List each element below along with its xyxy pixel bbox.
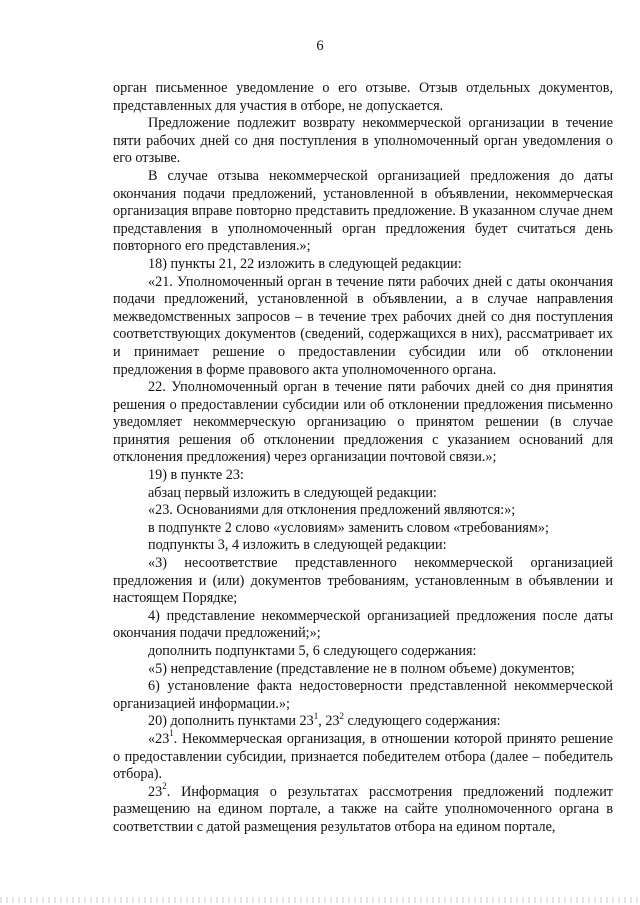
- paragraph: подпункты 3, 4 изложить в следующей редакции:: [148, 537, 447, 554]
- document-body: [113, 80, 613, 837]
- paragraph: 6) установление факта недостоверности представленной некоммерческой организацией информации.»;: [113, 678, 613, 712]
- paragraph: «21. Уполномоченный орган в течение пяти рабочих дней с даты окончания подачи предложений, установленной в объявлении, а в случае направления межведомственных запросов – в течение трех рабочих дней со дня поступления соответствующих документов (сведений, содержащихся в них), рассматривает их и принимает решение о предоставлении субсидии или об отклонении предложения в форме правового акта уполномоченного органа.: [113, 273, 613, 378]
- scan-edge-artifact: [0, 897, 640, 903]
- paragraph: 4) представление некоммерческой организацией предложения после даты окончания подачи предложений;»;: [113, 607, 613, 642]
- paragraph: 22. Уполномоченный орган в течение пяти рабочих дней со дня принятия решения о предоставлении субсидии или об отклонении предложения письменно уведомляет некоммерческую организацию о принятом решении (в случае принятия решения об отклонении предложения с указанием оснований для отклонения предложения) через организации почтовой связи.»;: [113, 379, 613, 466]
- paragraph-23-2: $23^2$. Информация о результатах рассмотрения предложений подлежит размещению на едином портале, а также на сайте уполномоченного органа в соответствии с датой размещения результатов отбора на едином портале,: [113, 781, 613, 835]
- paragraph: в подпункте 2 слово «условиям» заменить словом «требованиям»;: [148, 519, 549, 536]
- paragraph: дополнить подпунктами 5, 6 следующего содержания:: [148, 643, 477, 659]
- paragraph-20: 20) дополнить пунктами $23^1$, $23^2$ следующего содержания:: [148, 710, 501, 730]
- paragraph: 18) пункты 21, 22 изложить в следующей редакции:: [148, 255, 462, 272]
- paragraph: «3) несоответствие представленного некоммерческой организацией предложения и (или) документов требованиям, установленным в объявлении и настоящем Порядке;: [113, 555, 613, 607]
- paragraph: Предложение подлежит возврату некоммерческой организации в течение пяти рабочих дней со дня поступления в уполномоченный орган уведомления о его отзыве.: [113, 115, 613, 167]
- paragraph: В случае отзыва некоммерческой организацией предложения до даты окончания подачи предложений, установленной в объявлении, некоммерческая организация вправе повторно представить предложение. В указанном случае днем представления в уполномоченный орган предложения будет считаться день повторного его представления.»;: [113, 167, 613, 255]
- paragraph: 19) в пункте 23:: [148, 467, 244, 484]
- paragraph: «5) непредставление (представление не в полном объеме) документов;: [148, 660, 575, 677]
- paragraph-23-1: «$23^1$. Некоммерческая организация, в отношении которой принято решение о предоставлении субсидии, признается победителем отбора (далее – победитель отбора).: [113, 728, 613, 783]
- paragraph: орган письменное уведомление о его отзыве. Отзыв отдельных документов, представленных для участия в отборе, не допускается.: [113, 80, 613, 114]
- page-number: 6: [316, 38, 324, 54]
- paragraph: «23. Основаниями для отклонения предложений являются:»;: [148, 502, 516, 519]
- paragraph: абзац первый изложить в следующей редакции:: [148, 484, 437, 501]
